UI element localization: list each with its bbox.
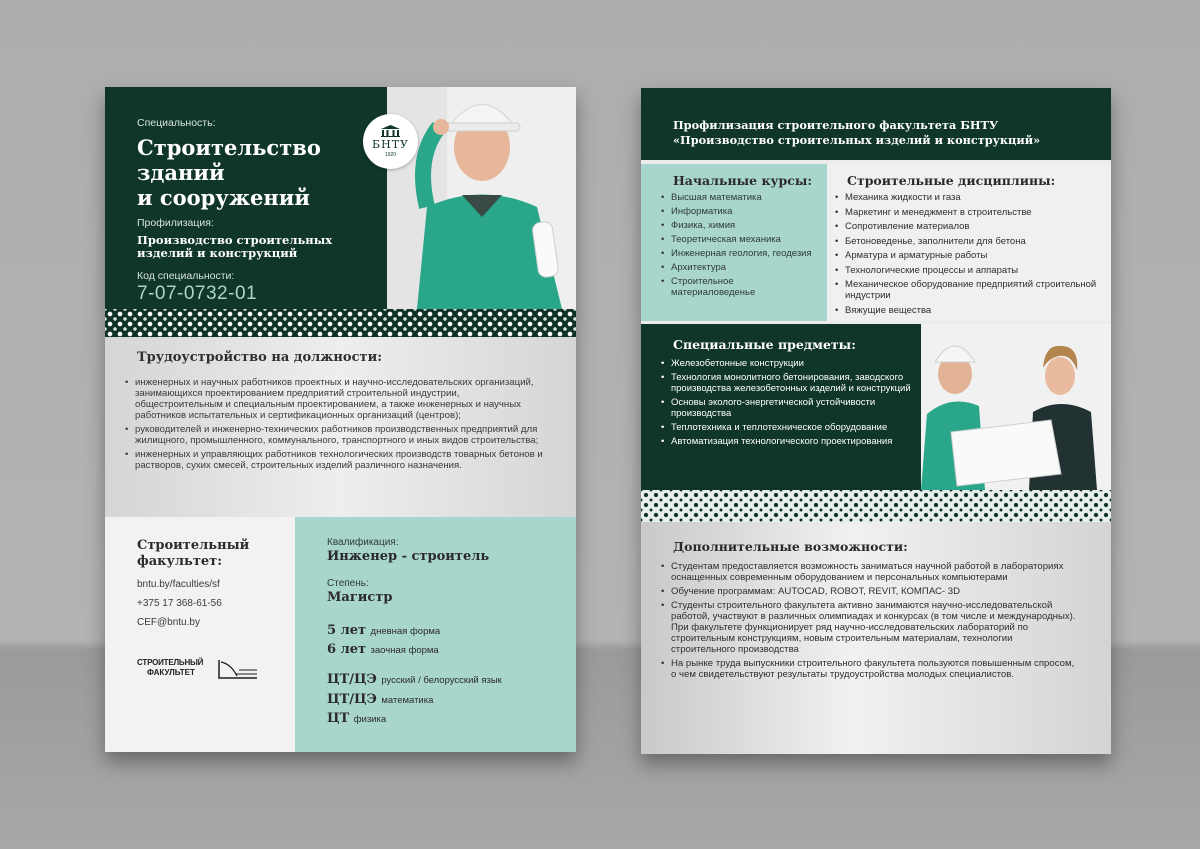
discipline-item: • Маркетинг и менеджмент в строительстве bbox=[833, 207, 1103, 218]
ornament-band bbox=[641, 490, 1111, 522]
profile-header-banner bbox=[641, 88, 1111, 160]
course-item: • Архитектура bbox=[659, 262, 819, 273]
faculty-email-link[interactable]: CEF@bntu.by bbox=[137, 617, 200, 628]
degree-value: Магистр bbox=[327, 590, 393, 605]
course-item: • Высшая математика bbox=[659, 192, 819, 203]
building-disciplines-title: Строительные дисциплины: bbox=[847, 173, 1056, 188]
discipline-item: • Вяжущие вещества bbox=[833, 305, 1103, 316]
engineer-photo bbox=[387, 87, 576, 309]
discipline-item: • Механика жидкости и газа bbox=[833, 192, 1103, 203]
qualification-block bbox=[295, 517, 576, 752]
faculty-contact-block bbox=[105, 517, 295, 752]
course-item: • Физика, химия bbox=[659, 220, 819, 231]
special-item: • Технология монолитного бетонирования, заводского производства железобетонных изделий и конструкций bbox=[659, 372, 911, 394]
left-flyer-page bbox=[105, 87, 576, 752]
building-icon bbox=[380, 124, 401, 136]
engineer-illustration bbox=[387, 87, 576, 309]
bntu-logo bbox=[363, 114, 418, 169]
qualification-label: Квалификация: bbox=[327, 537, 399, 548]
employment-section bbox=[105, 337, 576, 517]
opportunity-item: • На рынке труда выпускники строительного факультета пользуются повышенным спросом, о чем свидетельствуют результаты трудоустройства молодых специалистов. bbox=[659, 658, 1079, 680]
faculty-phone: +375 17 368-61-56 bbox=[137, 598, 222, 609]
employment-item: • руководителей и инженерно-технических работников производственных предприятий для жилищного, промышленного, коммунального, транспортного и иных видов строительства; bbox=[123, 424, 548, 446]
opportunity-item: • Студенты строительного факультета активно занимаются научно-исследовательской работой, участвуют в различных олимпиадах и конкурсах (в том числе и международных). При факультете функционирует ряд научно-исследовательских лабораторий по строительным конструкциям, новым строительным материалам, технологии строительного производства bbox=[659, 600, 1079, 655]
opportunity-item: • Студентам предоставляется возможность заниматься научной работой в лабораториях оснащенных современным оборудованием и персональных компьютерами bbox=[659, 561, 1079, 583]
exam-row: ЦТ/ЦЭ русский / белорусский язык bbox=[327, 672, 502, 687]
qualification-value: Инженер - строитель bbox=[327, 549, 490, 564]
initial-courses-list bbox=[659, 192, 819, 298]
building-disciplines-list bbox=[833, 192, 1103, 316]
engineers-illustration bbox=[921, 324, 1111, 490]
discipline-item: • Технологические процессы и аппараты bbox=[833, 265, 1103, 276]
code-value: 7-07-0732-01 bbox=[137, 283, 258, 304]
right-flyer-page bbox=[641, 88, 1111, 754]
faculty-logo: СТРОИТЕЛЬНЫЙ ФАКУЛЬТЕТ bbox=[137, 658, 262, 682]
bntu-logo-text: БНТУ bbox=[372, 138, 409, 151]
engineers-photo bbox=[921, 324, 1111, 490]
code-label: Код специальности: bbox=[137, 270, 235, 282]
profile-label: Профилизация: bbox=[137, 217, 214, 229]
bntu-logo-year: 1920 bbox=[384, 152, 397, 158]
study-row: 5 лет дневная форма bbox=[327, 623, 441, 638]
special-subjects-title: Специальные предметы: bbox=[673, 337, 856, 352]
employment-list bbox=[123, 377, 548, 471]
opportunity-item: • Обучение программам: AUTOCAD, ROBOT, REVIT, КОМПАС- 3D bbox=[659, 586, 1079, 597]
special-item: • Автоматизация технологического проектирования bbox=[659, 436, 911, 447]
employment-item: • инженерных и управляющих работников технологических производств товарных бетонов и растворов, сухих смесей, строительных изделий различного назначения. bbox=[123, 449, 548, 471]
building-disciplines-block bbox=[827, 164, 1111, 321]
special-item: • Железобетонные конструкции bbox=[659, 358, 911, 369]
profile-value: Производство строительных изделий и конструкций bbox=[137, 233, 333, 260]
course-item: • Инженерная геология, геодезия bbox=[659, 248, 819, 259]
exam-row: ЦТ/ЦЭ математика bbox=[327, 691, 434, 707]
extra-opportunities-section bbox=[641, 522, 1111, 754]
extra-opportunities-list bbox=[659, 561, 1079, 680]
specialty-label: Специальность: bbox=[137, 117, 216, 129]
extra-opportunities-title: Дополнительные возможности: bbox=[673, 539, 908, 554]
course-item: • Теоретическая механика bbox=[659, 234, 819, 245]
initial-courses-title: Начальные курсы: bbox=[673, 173, 812, 188]
employment-title: Трудоустройство на должности: bbox=[137, 350, 383, 365]
specialty-header-block bbox=[105, 87, 387, 309]
discipline-item: • Сопротивление материалов bbox=[833, 221, 1103, 232]
employment-item: • инженерных и научных работников проектных и научно-исследовательских организаций, занимающихся проектированием предприятий строительной индустрии, общестроительным и специальным проектированием, а также инженерных и научных работников испытательных и сертификационных организаций (центров); bbox=[123, 377, 548, 421]
faculty-title: Строительный факультет: bbox=[137, 538, 250, 569]
discipline-item: • Механическое оборудование предприятий строительной индустрии bbox=[833, 279, 1103, 301]
special-subjects-list bbox=[659, 358, 911, 447]
study-duration-list bbox=[327, 621, 440, 659]
special-item: • Теплотехника и теплотехническое оборудование bbox=[659, 422, 911, 433]
faculty-logo-icon bbox=[217, 658, 259, 680]
degree-label: Степень: bbox=[327, 578, 369, 589]
entrance-exams-list bbox=[327, 670, 502, 729]
special-item: • Основы эколого-энергетической устойчивости производства bbox=[659, 397, 911, 419]
discipline-item: • Арматура и арматурные работы bbox=[833, 250, 1103, 261]
initial-courses-block bbox=[641, 164, 827, 321]
course-item: • Информатика bbox=[659, 206, 819, 217]
discipline-item: • Бетоноведенье, заполнители для бетона bbox=[833, 236, 1103, 247]
study-row: 6 лет заочная форма bbox=[327, 642, 439, 657]
profile-header-title: Профилизация строительного факультета БНТУ «Производство строительных изделий и конструкций» bbox=[673, 118, 1041, 147]
faculty-website-link[interactable]: bntu.by/faculties/sf bbox=[137, 579, 220, 590]
exam-row: ЦТ физика bbox=[327, 711, 387, 726]
special-subjects-block bbox=[641, 324, 921, 490]
specialty-title: Строительство зданий и сооружений bbox=[137, 135, 321, 210]
ornament-band bbox=[105, 309, 576, 337]
course-item: • Строительное материаловеденье bbox=[659, 276, 819, 298]
